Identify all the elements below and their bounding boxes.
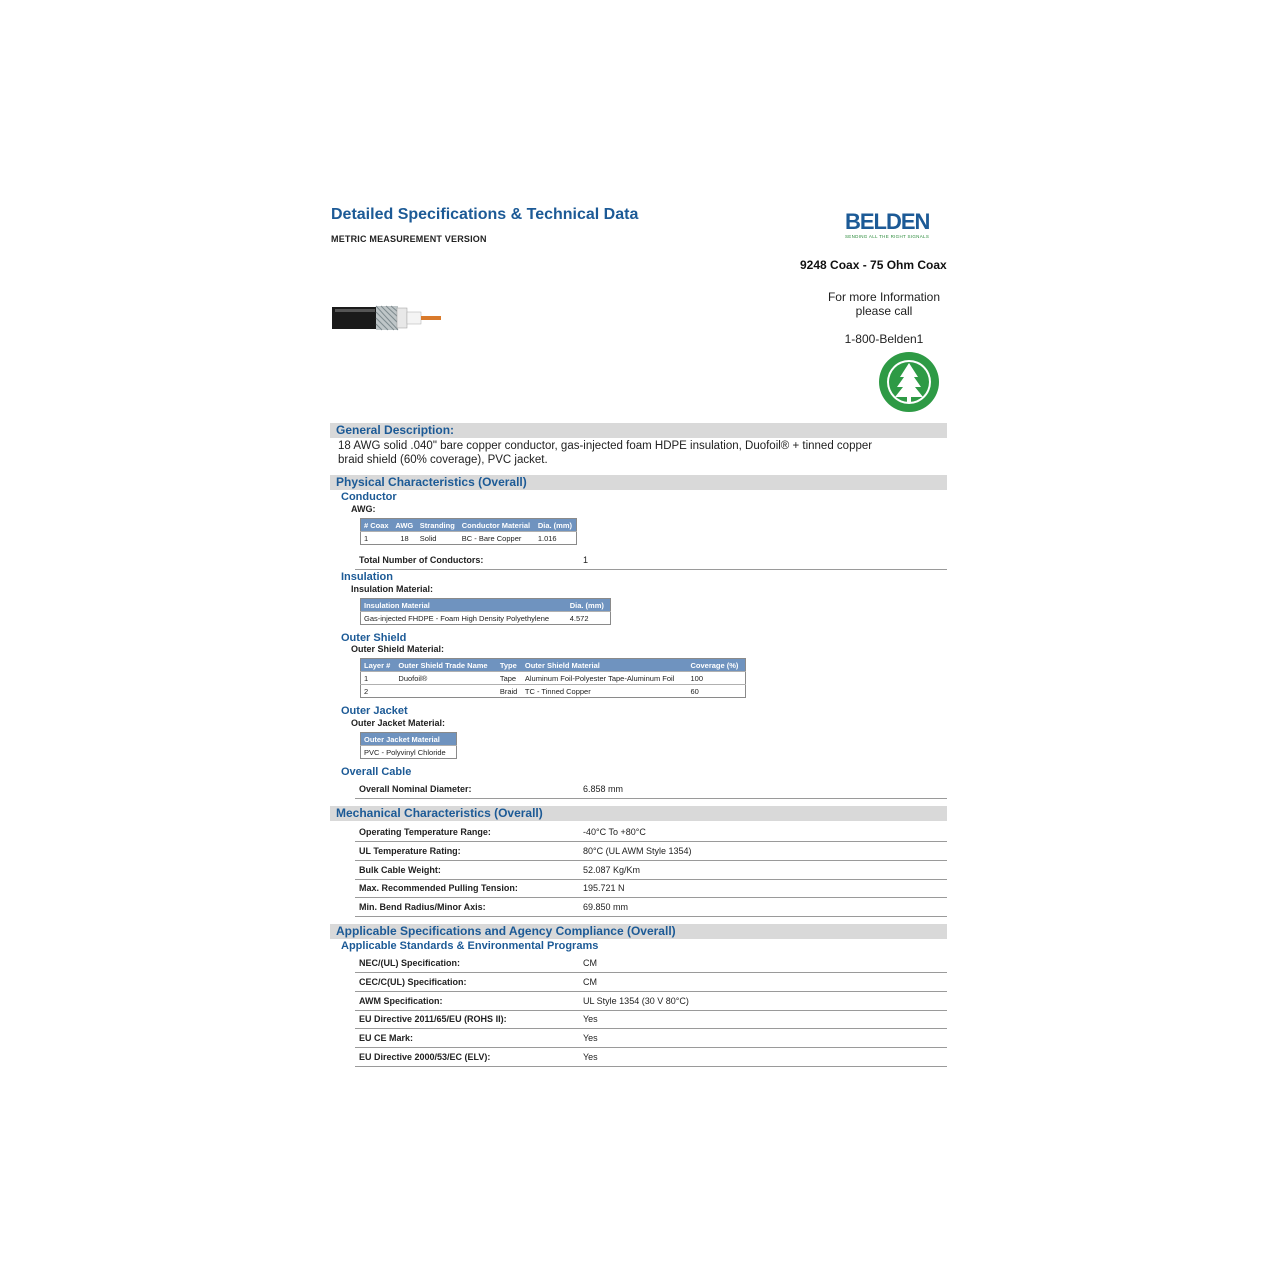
spec-value: 52.087 Kg/Km	[583, 865, 641, 875]
table-cell: 1	[361, 532, 393, 545]
total-conductors-value: 1	[583, 555, 589, 565]
spec-value: Yes	[583, 1052, 598, 1062]
spec-row	[355, 1048, 947, 1067]
physical-characteristics-bar	[330, 475, 947, 490]
table-row	[361, 672, 746, 685]
table-header: # Coax	[361, 519, 393, 532]
outer-shield-material-label: Outer Shield Material:	[351, 644, 445, 654]
table-cell: Aluminum Foil-Polyester Tape-Aluminum Foil	[522, 672, 688, 685]
conductor-heading: Conductor	[341, 491, 397, 503]
awg-label: AWG:	[351, 504, 376, 514]
more-info-line1: For more Information	[827, 290, 941, 304]
table-cell: Braid	[497, 685, 522, 698]
spec-value: Yes	[583, 1014, 598, 1024]
table-cell: BC - Bare Copper	[459, 532, 535, 545]
conductor-table	[360, 518, 577, 545]
spec-label: CEC/C(UL) Specification:	[359, 977, 467, 987]
table-header: AWG	[392, 519, 416, 532]
general-description-bar	[330, 423, 947, 438]
table-row	[361, 612, 611, 625]
table-cell: 18	[392, 532, 416, 545]
product-name: 9248 Coax - 75 Ohm Coax	[800, 258, 947, 272]
insulation-heading: Insulation	[341, 571, 393, 583]
table-cell: Solid	[417, 532, 459, 545]
spec-label: EU Directive 2000/53/EC (ELV):	[359, 1052, 491, 1062]
table-header: Dia. (mm)	[567, 599, 611, 612]
table-header: Outer Jacket Material	[361, 733, 457, 746]
general-description-heading: General Description:	[336, 423, 455, 437]
table-cell: 2	[361, 685, 396, 698]
page-subtitle: METRIC MEASUREMENT VERSION	[331, 234, 487, 244]
spec-row	[355, 992, 947, 1011]
table-cell: 4.572	[567, 612, 611, 625]
table-header: Type	[497, 659, 522, 672]
table-cell: Gas-injected FHDPE - Foam High Density Polyethylene	[361, 612, 567, 625]
insulation-material-label: Insulation Material:	[351, 584, 434, 594]
table-header: Coverage (%)	[687, 659, 745, 672]
spec-row	[355, 1029, 947, 1048]
spec-label: EU Directive 2011/65/EU (ROHS II):	[359, 1014, 507, 1024]
logo-tagline: SENDING ALL THE RIGHT SIGNALS	[845, 234, 930, 239]
spec-row	[355, 861, 947, 880]
total-conductors-label: Total Number of Conductors:	[359, 555, 484, 565]
rohs-compliant-badge-icon	[878, 351, 940, 413]
spec-value: Yes	[583, 1033, 598, 1043]
outer-jacket-heading: Outer Jacket	[341, 705, 408, 717]
spec-value: 195.721 N	[583, 883, 625, 893]
table-cell: 1.016	[535, 532, 577, 545]
outer-shield-heading: Outer Shield	[341, 632, 407, 644]
spec-label: UL Temperature Rating:	[359, 846, 461, 856]
spec-value: CM	[583, 958, 597, 968]
spec-row	[355, 898, 947, 917]
table-cell: 60	[687, 685, 745, 698]
outer-shield-table	[360, 658, 746, 698]
overall-cable-heading: Overall Cable	[341, 766, 412, 778]
belden-logo	[845, 211, 935, 241]
table-header: Outer Shield Trade Name	[395, 659, 496, 672]
spec-row	[355, 973, 947, 992]
table-cell: Duofoil®	[395, 672, 496, 685]
spec-row	[355, 823, 947, 842]
spec-label: Min. Bend Radius/Minor Axis:	[359, 902, 486, 912]
spec-label: Bulk Cable Weight:	[359, 865, 441, 875]
spec-row	[355, 954, 947, 973]
spec-row	[355, 842, 947, 861]
table-cell: 100	[687, 672, 745, 685]
spec-value: UL Style 1354 (30 V 80°C)	[583, 996, 689, 1006]
table-cell: Tape	[497, 672, 522, 685]
spec-value: -40°C To +80°C	[583, 827, 646, 837]
logo-wordmark: BELDEN	[845, 209, 930, 234]
spec-row	[355, 879, 947, 898]
spec-label: AWM Specification:	[359, 996, 443, 1006]
more-info-line2: please call	[855, 304, 913, 318]
outer-jacket-table	[360, 732, 457, 759]
coax-cable-image	[331, 296, 446, 336]
table-cell: 1	[361, 672, 396, 685]
spec-label: EU CE Mark:	[359, 1033, 414, 1043]
spec-label: Max. Recommended Pulling Tension:	[359, 883, 518, 893]
table-cell: TC - Tinned Copper	[522, 685, 688, 698]
overall-diameter-value: 6.858 mm	[583, 784, 624, 794]
table-header: Dia. (mm)	[535, 519, 577, 532]
standards-subheading: Applicable Standards & Environmental Programs	[341, 940, 599, 952]
table-row	[361, 685, 746, 698]
outer-jacket-material-label: Outer Jacket Material:	[351, 718, 446, 728]
spec-value: 80°C (UL AWM Style 1354)	[583, 846, 692, 856]
table-cell	[395, 685, 496, 698]
phone-number: 1-800-Belden1	[844, 332, 924, 346]
mechanical-characteristics-bar	[330, 806, 947, 821]
overall-diameter-row	[355, 780, 947, 799]
table-header: Outer Shield Material	[522, 659, 688, 672]
physical-characteristics-heading: Physical Characteristics (Overall)	[336, 475, 527, 489]
spec-label: Operating Temperature Range:	[359, 827, 491, 837]
table-header: Stranding	[417, 519, 459, 532]
general-description-text: 18 AWG solid .040" bare copper conductor, gas-injected foam HDPE insulation, Duofoil® + tinned copper braid shield (60% coverage), PVC jacket.	[338, 440, 873, 466]
table-header: Insulation Material	[361, 599, 567, 612]
overall-diameter-label: Overall Nominal Diameter:	[359, 784, 472, 794]
table-header: Layer #	[361, 659, 396, 672]
page-title: Detailed Specifications & Technical Data	[331, 206, 639, 223]
compliance-bar	[330, 924, 947, 939]
spec-label: NEC/(UL) Specification:	[359, 958, 461, 968]
spec-row	[355, 1010, 947, 1029]
table-row	[361, 746, 457, 759]
spec-value: 69.850 mm	[583, 902, 629, 912]
spec-value: CM	[583, 977, 597, 987]
mechanical-characteristics-heading: Mechanical Characteristics (Overall)	[336, 806, 543, 820]
table-row	[361, 532, 577, 545]
table-header: Conductor Material	[459, 519, 535, 532]
total-conductors-row	[355, 551, 947, 570]
more-info	[820, 290, 948, 318]
table-cell: PVC - Polyvinyl Chloride	[361, 746, 457, 759]
compliance-heading: Applicable Specifications and Agency Compliance (Overall)	[336, 924, 676, 938]
insulation-table	[360, 598, 611, 625]
